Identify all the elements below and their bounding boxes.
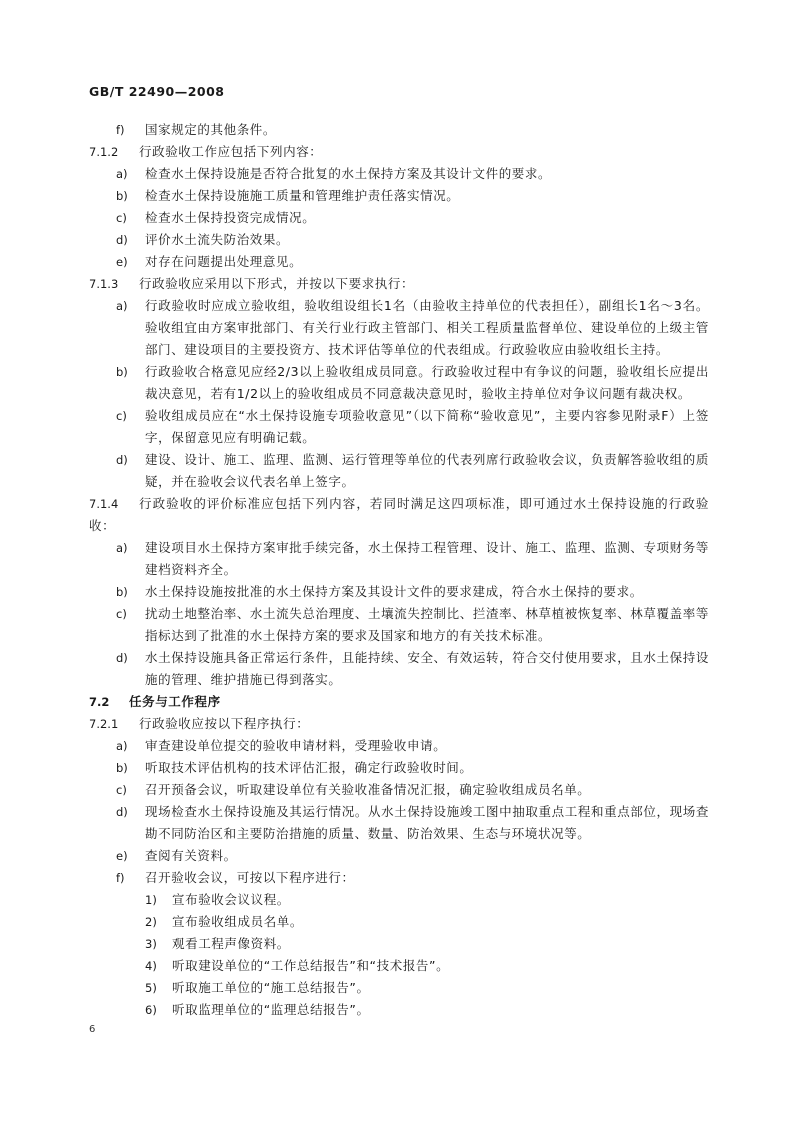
- list-item-text: 建设、设计、施工、监理、监测、运行管理等单位的代表列席行政验收会议，负责解答验收组的质疑，并在验收会议代表名单上签字。: [145, 452, 709, 489]
- list-item-marker: f): [116, 871, 125, 885]
- list-item-text: 现场检查水土保持设施及其运行情况。从水土保持设施竣工图中抽取重点工程和重点部位，现场查勘不同防治区和主要防治措施的质量、数量、防治效果、生态与环境状况等。: [145, 804, 709, 841]
- list-item-marker: 6): [145, 1003, 157, 1017]
- list-item-marker: b): [116, 189, 128, 203]
- list-item-text: 行政验收合格意见应经2/3以上验收组成员同意。行政验收过程中有争议的问题，验收组长应提出裁决意见，若有1/2以上的验收组成员不同意裁决意见时，验收主持单位对争议问题有裁决权。: [145, 364, 709, 401]
- list-item-text: 行政验收应采用以下形式，并按以下要求执行：: [139, 276, 415, 291]
- list-item-marker: c): [116, 783, 127, 797]
- standard-code-header: GB/T 22490—2008: [89, 84, 225, 99]
- clause-number: 7.1.2: [89, 145, 119, 159]
- list-item-marker: 1): [145, 893, 157, 907]
- list-item-marker: e): [116, 849, 128, 863]
- list-item: [89, 933, 709, 955]
- list-item-text: 检查水土保持设施是否符合批复的水土保持方案及其设计文件的要求。: [145, 166, 552, 181]
- list-item-marker: 4): [145, 959, 157, 973]
- list-item-marker: c): [116, 607, 127, 621]
- clause-number: 7.1.4: [89, 497, 119, 511]
- list-item-text: 水土保持设施按批准的水土保持方案及其设计文件的要求建成，符合水土保持的要求。: [145, 584, 643, 599]
- list-item: [89, 119, 709, 141]
- list-item: [89, 757, 709, 779]
- list-item: [89, 977, 709, 999]
- clause-number: 7.2.1: [89, 717, 119, 731]
- list-item: [89, 801, 709, 845]
- list-item-text: 观看工程声像资料。: [172, 936, 290, 951]
- clause-text: 行政验收的评价标准应包括下列内容，若同时满足这四项标准，即可通过水土保持设施的行政验收：: [89, 496, 709, 533]
- clause-paragraph: [89, 493, 709, 537]
- list-item-marker: 3): [145, 937, 157, 951]
- list-item-text: 水土保持设施具备正常运行条件，且能持续、安全、有效运转，符合交付使用要求，且水土保持设施的管理、维护措施已得到落实。: [145, 650, 709, 687]
- list-item-marker: d): [116, 805, 128, 819]
- list-item: [89, 295, 709, 361]
- list-item-text: 听取施工单位的“施工总结报告”。: [172, 980, 370, 995]
- list-item-marker: e): [116, 255, 128, 269]
- list-item-text: 建设项目水土保持方案审批手续完备，水土保持工程管理、设计、施工、监理、监测、专项财务等建档资料齐全。: [145, 540, 709, 577]
- document-body: [89, 119, 709, 1021]
- list-item-text: 听取监理单位的“监理总结报告”。: [172, 1002, 370, 1017]
- list-item: [89, 361, 709, 405]
- list-item-marker: d): [116, 453, 128, 467]
- list-item-marker: d): [116, 651, 128, 665]
- list-item-marker: a): [116, 167, 128, 181]
- list-item-text: 对存在问题提出处理意见。: [145, 254, 303, 269]
- list-item-marker: b): [116, 761, 128, 775]
- list-item-text: 宣布验收会议议程。: [172, 892, 290, 907]
- list-item: [89, 647, 709, 691]
- list-item-text: 验收组成员应在“水土保持设施专项验收意见”（以下简称“验收意见”，主要内容参见附录F）上签字，保留意见应有明确记载。: [145, 408, 709, 445]
- list-item: [89, 185, 709, 207]
- clause-number: 7.2: [89, 695, 110, 709]
- list-item-text: 扰动土地整治率、水土流失总治理度、土壤流失控制比、拦渣率、林草植被恢复率、林草覆盖率等指标达到了批准的水土保持方案的要求及国家和地方的有关技术标准。: [145, 606, 709, 643]
- list-item-text: 行政验收时应成立验收组，验收组设组长1名（由验收主持单位的代表担任），副组长1名～3名。验收组宜由方案审批部门、有关行业行政主管部门、相关工程质量监督单位、建设单位的上级主管部门、建设项目的主要投资方、技术评估等单位的代表组成。行政验收应由验收组长主持。: [145, 298, 709, 357]
- list-item-text: 检查水土保持投资完成情况。: [145, 210, 316, 225]
- list-item-marker: a): [116, 299, 128, 313]
- list-item-marker: 5): [145, 981, 157, 995]
- list-item-text: 检查水土保持设施施工质量和管理维护责任落实情况。: [145, 188, 460, 203]
- list-item: [89, 229, 709, 251]
- list-item-marker: b): [116, 585, 128, 599]
- list-item: [89, 603, 709, 647]
- list-item: [89, 889, 709, 911]
- list-item-marker: a): [116, 541, 128, 555]
- clause-number: 7.1.3: [89, 277, 119, 291]
- clause-line: [89, 273, 709, 295]
- list-item-text: 宣布验收组成员名单。: [172, 914, 304, 929]
- list-item: [89, 845, 709, 867]
- list-item: [89, 251, 709, 273]
- clause-line: [89, 713, 709, 735]
- section-heading: [89, 691, 709, 713]
- list-item: [89, 999, 709, 1021]
- list-item: [89, 735, 709, 757]
- list-item: [89, 405, 709, 449]
- list-item: [89, 779, 709, 801]
- list-item: [89, 163, 709, 185]
- list-item-text: 听取技术评估机构的技术评估汇报，确定行政验收时间。: [145, 760, 473, 775]
- list-item-marker: 2): [145, 915, 157, 929]
- list-item: [89, 867, 709, 889]
- list-item-text: 召开验收会议，可按以下程序进行：: [145, 870, 355, 885]
- list-item: [89, 207, 709, 229]
- list-item: [89, 911, 709, 933]
- list-item-marker: c): [116, 211, 127, 225]
- list-item-text: 审查建设单位提交的验收申请材料，受理验收申请。: [145, 738, 447, 753]
- list-item-text: 评价水土流失防治效果。: [145, 232, 290, 247]
- section-title: 任务与工作程序: [129, 694, 221, 709]
- list-item: [89, 537, 709, 581]
- list-item-marker: a): [116, 739, 128, 753]
- list-item-text: 行政验收应按以下程序执行：: [139, 716, 310, 731]
- list-item-text: 召开预备会议，听取建设单位有关验收准备情况汇报，确定验收组成员名单。: [145, 782, 591, 797]
- list-item: [89, 581, 709, 603]
- list-item-text: 查阅有关资料。: [145, 848, 237, 863]
- page-number: 6: [89, 1024, 96, 1035]
- list-item-marker: f): [116, 123, 125, 137]
- list-item-text: 听取建设单位的“工作总结报告”和“技术报告”。: [172, 958, 450, 973]
- list-item-marker: d): [116, 233, 128, 247]
- list-item-marker: c): [116, 409, 127, 423]
- list-item-marker: b): [116, 365, 128, 379]
- list-item: [89, 955, 709, 977]
- list-item-text: 国家规定的其他条件。: [145, 122, 277, 137]
- list-item: [89, 449, 709, 493]
- list-item-text: 行政验收工作应包括下列内容：: [139, 144, 323, 159]
- clause-line: [89, 141, 709, 163]
